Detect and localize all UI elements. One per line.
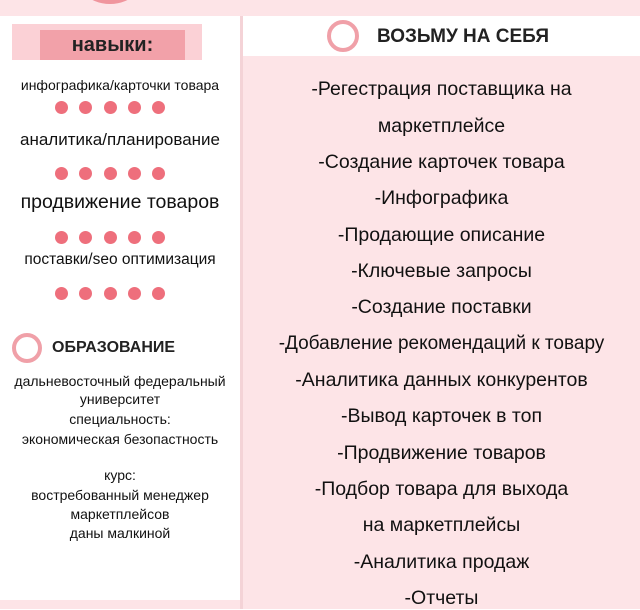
rating-dot xyxy=(152,287,165,300)
skill-rating-infographics xyxy=(55,101,165,115)
rating-dot xyxy=(128,167,141,180)
education-university-line-1: дальневосточный федеральный xyxy=(14,373,226,389)
duty-item: -Аналитика продаж xyxy=(353,551,530,573)
rating-dot xyxy=(152,231,165,244)
duty-item: -Регестрация поставщика на xyxy=(311,78,572,100)
duty-item: -Подбор товара для выхода xyxy=(314,478,569,500)
duty-item: -Инфографика xyxy=(374,187,509,209)
rating-dot xyxy=(79,167,92,180)
skill-item-promotion: продвижение товаров xyxy=(20,191,220,213)
duty-item: маркетплейсе xyxy=(377,115,506,137)
education-course-line-1: востребованный менеджер xyxy=(31,487,209,503)
skill-item-analytics: аналитика/планирование xyxy=(20,130,220,149)
skill-rating-analytics xyxy=(55,167,165,181)
rating-dot xyxy=(104,167,117,180)
rating-dot xyxy=(128,101,141,114)
skills-heading: навыки: xyxy=(40,30,185,60)
rating-dot xyxy=(128,231,141,244)
education-heading: ОБРАЗОВАНИЕ xyxy=(52,339,176,356)
education-specialty-label: специальность: xyxy=(69,411,171,427)
rating-dot xyxy=(104,101,117,114)
education-circle-icon xyxy=(12,333,42,363)
skill-item-supply-seo: поставки/seo оптимизация xyxy=(24,251,216,268)
rating-dot xyxy=(152,101,165,114)
rating-dot xyxy=(104,287,117,300)
skill-item-infographics: инфографика/карточки товара xyxy=(20,77,220,93)
duty-item: -Аналитика данных конкурентов xyxy=(295,369,588,391)
duty-item: -Создание карточек товара xyxy=(318,151,565,173)
education-course-label: курс: xyxy=(104,467,136,483)
skill-rating-promotion xyxy=(55,231,165,245)
rating-dot xyxy=(55,167,68,180)
duties-circle-icon xyxy=(327,20,359,52)
education-course-line-2: маркетплейсов xyxy=(70,506,170,522)
top-strip xyxy=(0,0,640,16)
rating-dot xyxy=(152,167,165,180)
rating-dot xyxy=(79,287,92,300)
education-university-line-2: университет xyxy=(79,391,161,407)
rating-dot xyxy=(55,287,68,300)
rating-dot xyxy=(55,231,68,244)
bottom-strip xyxy=(0,600,240,609)
duty-item: -Отчеты xyxy=(404,587,479,609)
education-specialty: экономическая безопастность xyxy=(21,431,219,447)
rating-dot xyxy=(79,101,92,114)
education-course-line-3: даны малкиной xyxy=(69,525,171,541)
skill-rating-supply-seo xyxy=(55,287,165,301)
rating-dot xyxy=(104,231,117,244)
duty-item: на маркетплейсы xyxy=(362,514,521,536)
duty-item: -Продвижение товаров xyxy=(337,442,546,464)
rating-dot xyxy=(79,231,92,244)
rating-dot xyxy=(128,287,141,300)
duties-heading: ВОЗЬМУ НА СЕБЯ xyxy=(377,26,549,47)
duty-item: -Ключевые запросы xyxy=(351,260,532,282)
duty-item: -Создание поставки xyxy=(351,296,532,318)
duty-item: -Продающие описание xyxy=(337,224,546,246)
rating-dot xyxy=(55,101,68,114)
duty-item: -Вывод карточек в топ xyxy=(340,405,543,427)
duty-item: -Добавление рекомендаций к товару xyxy=(278,333,605,354)
